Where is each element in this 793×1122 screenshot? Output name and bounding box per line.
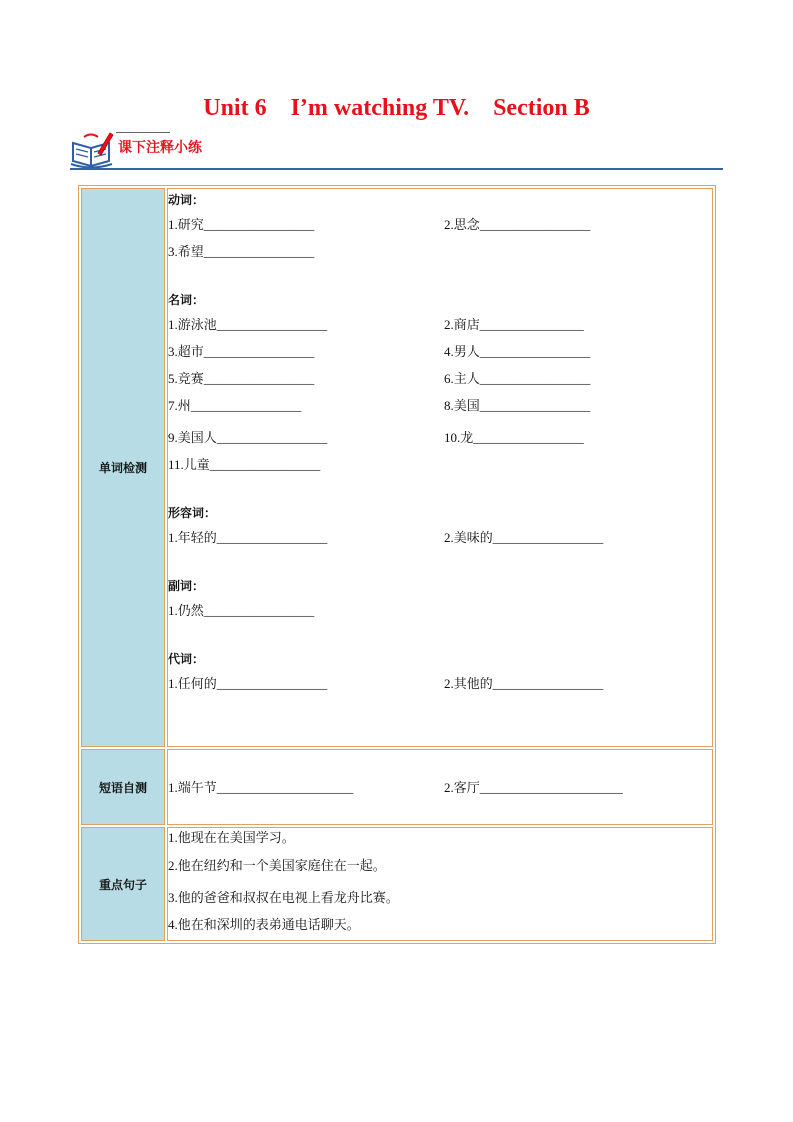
banner-overline [116,132,170,133]
list-item [168,338,712,365]
words-row [81,188,713,747]
list-item [168,451,712,478]
pronoun-2: 2.其他的_________________ [444,676,604,691]
adjectives-heading: 形容词： [168,506,217,520]
words-label: 单词检测 [81,188,165,747]
phrases-content [167,749,713,825]
sentence-3: 3.他的爸爸和叔叔在电视上看龙舟比赛。 [168,890,399,905]
noun-7: 7.州_________________ [168,398,302,413]
phrase-2: 2.客厅______________________ [444,779,623,795]
list-item [168,670,712,697]
noun-4: 4.男人_________________ [444,344,591,359]
adverbs-heading: 副词： [168,579,205,593]
section-banner [70,127,725,173]
sentence-2: 2.他在纽约和一个美国家庭住在一起。 [168,858,386,873]
banner-divider [70,168,723,170]
page-title: Unit 6 I’m watching TV. Section B [203,95,590,121]
list-item [168,311,712,338]
words-content [167,188,713,747]
noun-2: 2.商店________________ [444,317,584,332]
list-item [168,365,712,392]
pronouns-heading: 代词： [168,652,205,666]
noun-8: 8.美国_________________ [444,398,591,413]
list-item [168,774,712,801]
verb-3: 3.希望_________________ [168,244,315,259]
noun-10: 10.龙_________________ [444,430,584,445]
noun-6: 6.主人_________________ [444,371,591,386]
phrases-label: 短语自测 [81,749,165,825]
phrases-row [81,749,713,825]
noun-11: 11.儿童_________________ [168,457,321,472]
pronoun-1: 1.任何的_________________ [168,676,328,691]
verb-2: 2.思念_________________ [444,217,591,232]
list-item [168,238,712,265]
noun-5: 5.竞赛_________________ [168,371,315,386]
sentences-content [167,827,713,941]
noun-1: 1.游泳池_________________ [168,317,328,332]
phrase-1: 1.端午节_____________________ [168,779,354,795]
exercise-table [78,185,716,944]
list-item [168,524,712,551]
adjective-2: 2.美味的_________________ [444,530,604,545]
noun-9: 9.美国人_________________ [168,430,328,445]
book-pencil-icon [70,131,114,169]
verbs-heading: 动词： [168,193,205,207]
noun-3: 3.超市_________________ [168,344,315,359]
adjective-1: 1.年轻的_________________ [168,530,328,545]
list-item [168,211,712,238]
list-item [168,392,712,419]
sentence-4: 4.他在和深圳的表弟通电话聊天。 [168,917,360,932]
banner-title: 课下注释小练 [118,140,202,156]
sentence-1: 1.他现在在美国学习。 [168,830,295,845]
sentences-row [81,827,713,941]
adverb-1: 1.仍然_________________ [168,603,315,618]
sentences-label: 重点句子 [81,827,165,941]
list-item [168,424,712,451]
verb-1: 1.研究_________________ [168,217,315,232]
nouns-heading: 名词： [168,293,205,307]
list-item [168,597,712,624]
